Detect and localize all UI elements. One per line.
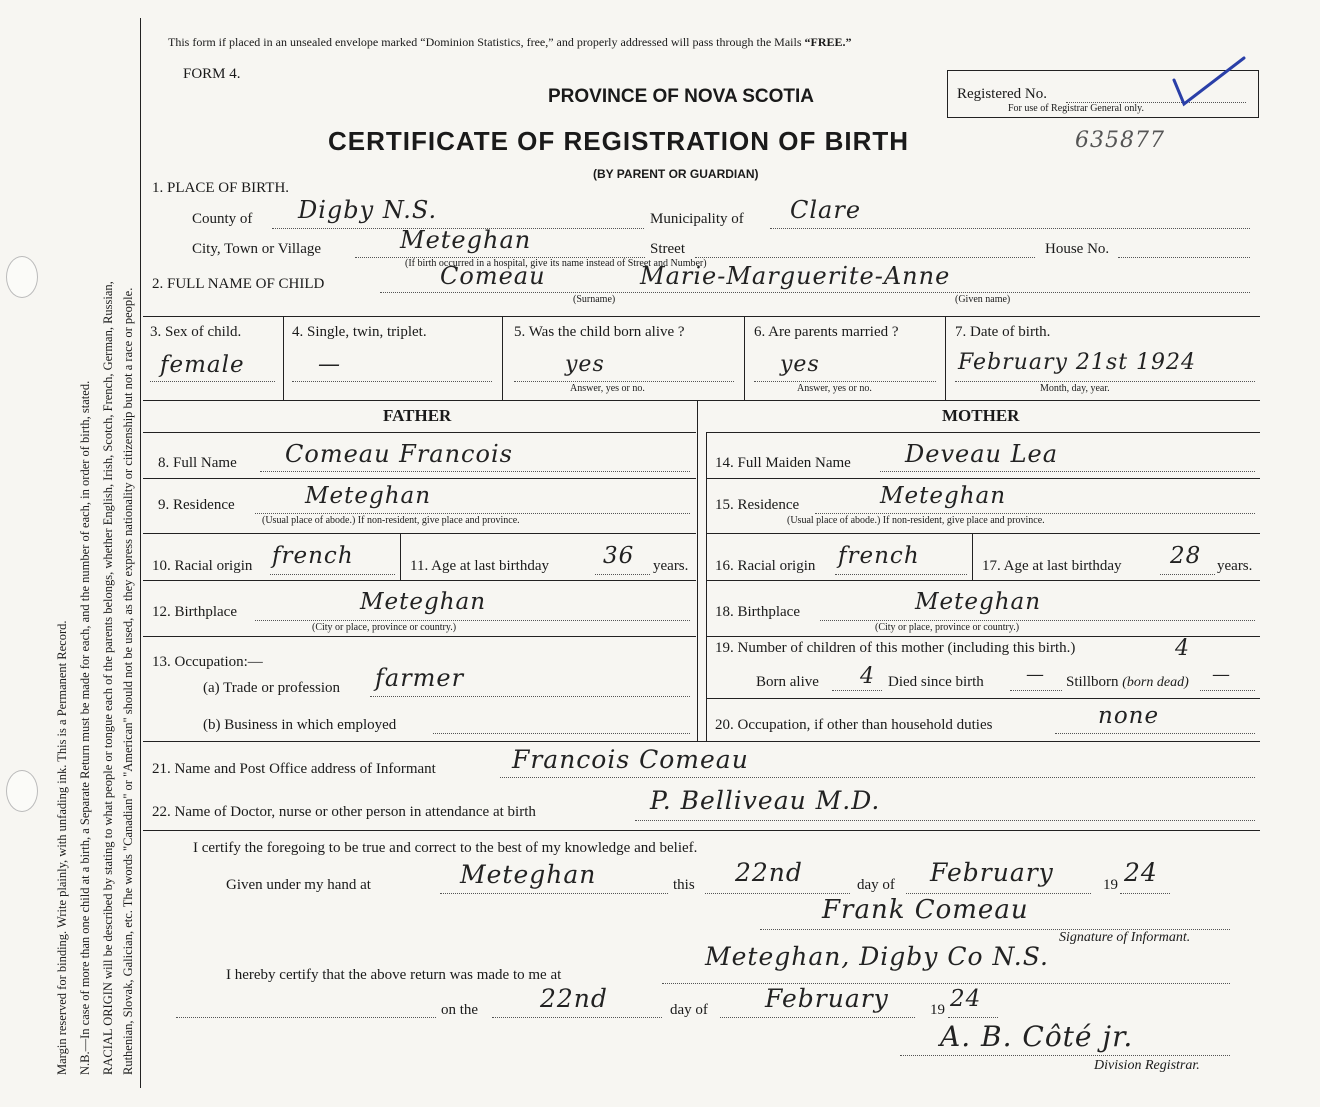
mother-occupation-line — [1055, 733, 1255, 734]
child-details-divider — [744, 316, 745, 400]
margin-note-racial-origin: RACIAL ORIGIN will be described by stating to what people or tongue each of the parents belongs, whether English, Irish, Scotch, French, German, Russian, — [101, 281, 115, 1075]
father-residence-value: Meteghan — [305, 483, 432, 509]
born-alive-count-value: 4 — [860, 664, 875, 689]
father-birthplace-label: 12. Birthplace — [152, 604, 237, 620]
mother-residence-label: 15. Residence — [715, 497, 800, 513]
given-year-value: 24 — [1124, 858, 1158, 887]
died-since-birth-line — [1010, 690, 1062, 691]
house-no-label: House No. — [1045, 241, 1110, 257]
born-alive-value: yes — [565, 352, 605, 377]
registrar-statement: I hereby certify that the above return was made to me at — [226, 967, 562, 983]
rule-below-child-details — [143, 400, 1260, 401]
plurality-line — [292, 381, 492, 382]
given-day-line — [705, 893, 850, 894]
certificate-number: 635877 — [1075, 128, 1165, 153]
father-rule — [143, 533, 696, 534]
registrar-signature-line — [900, 1055, 1230, 1056]
father-racial-label: 10. Racial origin — [152, 558, 253, 574]
county-label: County of — [192, 211, 253, 227]
mother-rule — [707, 533, 1260, 534]
mother-age-value: 28 — [1170, 543, 1202, 569]
born-alive-count-label: Born alive — [756, 674, 819, 690]
stillborn-label: Stillborn (born dead) — [1066, 674, 1189, 690]
checkmark-icon — [1170, 52, 1250, 112]
mother-name-line — [880, 471, 1255, 472]
binding-hole-top — [6, 256, 38, 298]
mother-rule — [707, 432, 1260, 433]
street-label: Street — [650, 241, 685, 257]
province-heading: PROVINCE OF NOVA SCOTIA — [548, 86, 815, 107]
registrar-blank-line — [176, 1017, 436, 1018]
registrar-place-value: Meteghan, Digby Co N.S. — [705, 942, 1049, 971]
father-birthplace-value: Meteghan — [360, 589, 487, 615]
mother-name-value: Deveau Lea — [905, 440, 1059, 468]
father-rule — [143, 636, 696, 637]
child-given-value: Marie-Marguerite-Anne — [640, 262, 951, 290]
mother-occupation-value: none — [1098, 703, 1160, 729]
city-value: Meteghan — [400, 226, 532, 254]
given-day-value: 22nd — [735, 858, 803, 887]
municipality-value: Clare — [790, 196, 862, 224]
father-birthplace-caption: (City or place, province or country.) — [312, 622, 457, 633]
plurality-value: — — [318, 352, 341, 377]
mother-racial-line — [835, 574, 967, 575]
born-alive-caption: Answer, yes or no. — [570, 383, 645, 394]
father-heading: FATHER — [383, 406, 452, 425]
mother-birthplace-value: Meteghan — [915, 589, 1042, 615]
parents-married-caption: Answer, yes or no. — [797, 383, 872, 394]
father-birthplace-line — [255, 620, 690, 621]
father-racial-value: french — [272, 543, 354, 569]
mother-rule — [707, 478, 1260, 479]
street-line — [695, 257, 1035, 258]
sex-line — [150, 381, 275, 382]
given-place-line — [440, 893, 668, 894]
municipality-line — [770, 228, 1250, 229]
born-alive-label: 5. Was the child born alive ? — [514, 324, 685, 340]
date-of-birth-value: February 21st 1924 — [958, 350, 1197, 375]
given-month-value: February — [930, 858, 1054, 887]
rule-above-certification — [143, 830, 1260, 831]
father-trade-line — [370, 696, 690, 697]
father-age-value: 36 — [603, 543, 635, 569]
mother-birthplace-label: 18. Birthplace — [715, 604, 800, 620]
father-residence-line — [255, 513, 690, 514]
father-rule — [143, 580, 696, 581]
date-of-birth-line — [955, 381, 1255, 382]
child-name-line — [380, 292, 1250, 293]
city-label: City, Town or Village — [192, 241, 322, 257]
mother-heading: MOTHER — [942, 406, 1020, 425]
registrar-month-line — [720, 1017, 915, 1018]
mother-occupation-label: 20. Occupation, if other than household duties — [715, 717, 993, 733]
margin-note-nationality: Ruthenian, Slovak, Galician, etc. The words "Canadian" or "American" should not be used, as they express nationality or citizenship but not a race or people. — [121, 287, 135, 1075]
sex-label: 3. Sex of child. — [150, 324, 242, 340]
mother-birthplace-caption: (City or place, province or country.) — [875, 622, 1020, 633]
father-business-label: (b) Business in which employed — [203, 717, 397, 733]
child-details-divider — [283, 316, 284, 400]
child-name-label: 2. FULL NAME OF CHILD — [152, 276, 325, 292]
municipality-label: Municipality of — [650, 211, 744, 227]
father-name-value: Comeau Francois — [285, 440, 513, 468]
certificate-title: CERTIFICATE OF REGISTRATION OF BIRTH — [328, 126, 910, 156]
registrar-day-value: 22nd — [540, 984, 608, 1013]
this-label: this — [673, 877, 695, 893]
mother-age-line — [1160, 574, 1215, 575]
given-place-value: Meteghan — [460, 860, 597, 889]
informant-label: 21. Name and Post Office address of Informant — [152, 761, 436, 777]
margin-rule — [140, 18, 141, 1088]
father-name-line — [260, 471, 690, 472]
registrar-place-line — [662, 983, 1230, 984]
parents-married-label: 6. Are parents married ? — [754, 324, 899, 340]
father-name-label: 8. Full Name — [158, 455, 237, 471]
children-count-label: 19. Number of children of this mother (including this birth.) — [715, 640, 1076, 656]
father-trade-label: (a) Trade or profession — [203, 680, 341, 696]
county-value: Digby N.S. — [298, 196, 438, 224]
given-year-line — [1120, 893, 1170, 894]
binding-hole-bottom — [6, 770, 38, 812]
informant-line — [500, 777, 1255, 778]
doctor-line — [635, 820, 1255, 821]
father-residence-caption: (Usual place of abode.) If non-resident, give place and province. — [262, 515, 520, 526]
mother-rule — [707, 580, 1260, 581]
certificate-subtitle: (BY PARENT OR GUARDIAN) — [593, 167, 759, 181]
born-alive-count-line — [832, 690, 882, 691]
doctor-label: 22. Name of Doctor, nurse or other person in attendance at birth — [152, 804, 536, 820]
mother-residence-value: Meteghan — [880, 483, 1007, 509]
father-age-line — [595, 574, 650, 575]
registered-no-label: Registered No. — [957, 86, 1047, 102]
day-of-label: day of — [857, 877, 895, 893]
mother-name-label: 14. Full Maiden Name — [715, 455, 851, 471]
father-trade-value: farmer — [375, 664, 465, 692]
mother-age-divider — [972, 533, 973, 580]
registrar-day-of-label: day of — [670, 1002, 708, 1018]
stillborn-value: — — [1212, 664, 1231, 685]
on-the-label: on the — [441, 1002, 479, 1018]
form-number: FORM 4. — [183, 66, 241, 82]
registrar-month-value: February — [765, 984, 889, 1013]
father-age-years: years. — [653, 558, 689, 574]
children-count-value: 4 — [1175, 636, 1190, 661]
rule-below-parents — [143, 741, 1260, 742]
father-rule — [143, 478, 696, 479]
informant-signature-caption: Signature of Informant. — [1059, 930, 1191, 945]
given-month-line — [906, 893, 1091, 894]
mother-residence-caption: (Usual place of abode.) If non-resident, give place and province. — [787, 515, 1045, 526]
born-alive-line — [514, 381, 734, 382]
certification-statement: I certify the foregoing to be true and correct to the best of my knowledge and belief. — [193, 840, 698, 856]
mother-racial-label: 16. Racial origin — [715, 558, 816, 574]
registrar-signature: A. B. Côté jr. — [940, 1020, 1134, 1053]
doctor-value: P. Belliveau M.D. — [650, 786, 881, 815]
house-no-line — [1118, 257, 1250, 258]
plurality-label: 4. Single, twin, triplet. — [292, 324, 427, 340]
informant-signature: Frank Comeau — [822, 895, 1029, 925]
margin-note-binding: Margin reserved for binding. Write plainly, with unfading ink. This is a Permanent Record. — [55, 620, 69, 1075]
registrar-year-line — [948, 1017, 998, 1018]
father-business-line — [433, 733, 690, 734]
child-surname-value: Comeau — [440, 262, 546, 290]
rule-above-child-details — [143, 316, 1260, 317]
registrar-only-note: For use of Registrar General only. — [1008, 103, 1144, 114]
date-of-birth-label: 7. Date of birth. — [955, 324, 1051, 340]
father-age-divider — [400, 533, 401, 580]
child-details-divider — [945, 316, 946, 400]
year-prefix: 19 — [1103, 877, 1118, 893]
father-rule — [143, 432, 696, 433]
stillborn-line — [1200, 690, 1255, 691]
date-of-birth-caption: Month, day, year. — [1040, 383, 1110, 394]
given-under-label: Given under my hand at — [226, 877, 371, 893]
registrar-year-prefix: 19 — [930, 1002, 945, 1018]
margin-note-multiple-births: N.B.—In case of more than one child at a birth, a Separate Return must be made for each, and the number of each, in order of birth, stated. — [78, 380, 92, 1075]
mother-age-label: 17. Age at last birthday — [982, 558, 1122, 574]
father-racial-line — [270, 574, 395, 575]
surname-caption: (Surname) — [573, 294, 616, 305]
died-since-birth-label: Died since birth — [888, 674, 984, 690]
registrar-year-value: 24 — [950, 986, 982, 1012]
died-since-birth-value: — — [1026, 664, 1045, 685]
father-residence-label: 9. Residence — [158, 497, 235, 513]
sex-value: female — [160, 352, 245, 378]
parents-married-line — [754, 381, 936, 382]
given-name-caption: (Given name) — [955, 294, 1011, 305]
hospital-note: (If birth occurred in a hospital, give its name instead of Street and Number) — [405, 258, 707, 269]
father-age-label: 11. Age at last birthday — [410, 558, 549, 574]
registrar-day-line — [492, 1017, 662, 1018]
parents-married-value: yes — [780, 352, 820, 377]
mother-birthplace-line — [820, 620, 1255, 621]
parents-center-divider — [697, 400, 698, 741]
mail-notice: This form if placed in an unsealed envelope marked “Dominion Statistics, free,” and properly addressed will pass through the Mails “FREE.” — [168, 35, 852, 49]
child-details-divider — [502, 316, 503, 400]
mother-racial-value: french — [838, 543, 920, 569]
informant-value: Francois Comeau — [512, 745, 749, 774]
mother-age-years: years. — [1217, 558, 1253, 574]
mother-residence-line — [815, 513, 1255, 514]
father-occupation-label: 13. Occupation:— — [152, 654, 263, 670]
place-of-birth-heading: 1. PLACE OF BIRTH. — [152, 180, 290, 196]
division-registrar-caption: Division Registrar. — [1094, 1058, 1200, 1073]
mother-rule — [707, 698, 1260, 699]
